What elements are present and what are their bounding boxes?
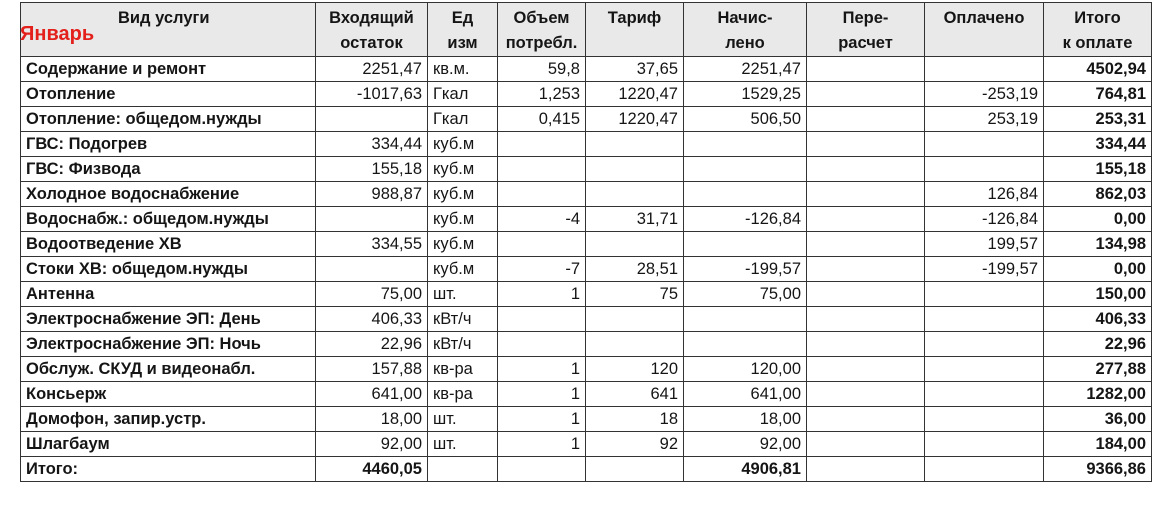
paid-cell	[925, 382, 1044, 407]
tariff-cell	[586, 157, 684, 182]
total-cell: 184,00	[1044, 432, 1152, 457]
table-row	[21, 332, 1152, 357]
unit-cell: кВт/ч	[428, 307, 498, 332]
incoming-cell: -1017,63	[316, 82, 428, 107]
service-cell: Отопление: общедом.нужды	[21, 107, 316, 132]
paid-cell	[925, 407, 1044, 432]
paid-cell	[925, 57, 1044, 82]
unit-cell: кВт/ч	[428, 332, 498, 357]
paid-cell	[925, 132, 1044, 157]
header-tariff-label: Тариф	[607, 9, 662, 27]
volume-cell: 1	[498, 382, 586, 407]
table-row	[21, 232, 1152, 257]
volume-cell: 1	[498, 282, 586, 307]
accrued-cell	[684, 182, 807, 207]
table-row	[21, 107, 1152, 132]
service-cell: Антенна	[21, 282, 316, 307]
accrued-cell	[684, 332, 807, 357]
recalc-cell	[807, 382, 925, 407]
table-body	[21, 57, 1152, 482]
month-label: Январь	[20, 23, 95, 45]
header-volume-line2: потребл.	[505, 34, 578, 52]
recalc-cell	[807, 182, 925, 207]
accrued-cell: 18,00	[684, 407, 807, 432]
recalc-cell	[807, 307, 925, 332]
accrued-cell	[684, 157, 807, 182]
col-header-accrued	[684, 3, 807, 57]
header-total-line1: Итого	[1074, 9, 1121, 27]
total-cell: 862,03	[1044, 182, 1152, 207]
unit-cell: шт.	[428, 407, 498, 432]
total-cell: 764,81	[1044, 82, 1152, 107]
service-cell: ГВС: Подогрев	[21, 132, 316, 157]
recalc-cell	[807, 82, 925, 107]
volume-cell	[498, 332, 586, 357]
recalc-cell	[807, 57, 925, 82]
accrued-cell: -126,84	[684, 207, 807, 232]
paid-cell	[925, 357, 1044, 382]
unit-cell: куб.м	[428, 182, 498, 207]
incoming-cell: 406,33	[316, 307, 428, 332]
service-cell: Шлагбаум	[21, 432, 316, 457]
summary-label: Итого:	[21, 457, 316, 482]
summary-incoming: 4460,05	[316, 457, 428, 482]
accrued-cell: 2251,47	[684, 57, 807, 82]
incoming-cell: 92,00	[316, 432, 428, 457]
service-cell: Электроснабжение ЭП: Ночь	[21, 332, 316, 357]
incoming-cell: 155,18	[316, 157, 428, 182]
service-cell: Электроснабжение ЭП: День	[21, 307, 316, 332]
accrued-cell	[684, 232, 807, 257]
col-header-tariff	[586, 3, 684, 57]
total-cell: 253,31	[1044, 107, 1152, 132]
recalc-cell	[807, 357, 925, 382]
col-header-total	[1044, 3, 1152, 57]
summary-tariff	[586, 457, 684, 482]
tariff-cell: 28,51	[586, 257, 684, 282]
incoming-cell: 334,44	[316, 132, 428, 157]
accrued-cell: 75,00	[684, 282, 807, 307]
summary-recalc	[807, 457, 925, 482]
recalc-cell	[807, 332, 925, 357]
unit-cell: куб.м	[428, 207, 498, 232]
total-cell: 150,00	[1044, 282, 1152, 307]
volume-cell: -7	[498, 257, 586, 282]
paid-cell: -126,84	[925, 207, 1044, 232]
service-cell: Консьерж	[21, 382, 316, 407]
header-total-line2: к оплате	[1062, 34, 1133, 52]
total-cell: 22,96	[1044, 332, 1152, 357]
table-row	[21, 282, 1152, 307]
unit-cell: кв-ра	[428, 357, 498, 382]
accrued-cell: 92,00	[684, 432, 807, 457]
volume-cell: 0,415	[498, 107, 586, 132]
paid-cell	[925, 282, 1044, 307]
accrued-cell: -199,57	[684, 257, 807, 282]
service-cell: Водоснабж.: общедом.нужды	[21, 207, 316, 232]
unit-cell: Гкал	[428, 82, 498, 107]
unit-cell: куб.м	[428, 232, 498, 257]
paid-cell: 126,84	[925, 182, 1044, 207]
header-incoming-line2: остаток	[340, 34, 403, 52]
accrued-cell	[684, 132, 807, 157]
paid-cell	[925, 157, 1044, 182]
unit-cell: шт.	[428, 282, 498, 307]
accrued-cell: 641,00	[684, 382, 807, 407]
service-cell: Домофон, запир.устр.	[21, 407, 316, 432]
service-cell: Отопление	[21, 82, 316, 107]
recalc-cell	[807, 257, 925, 282]
incoming-cell: 157,88	[316, 357, 428, 382]
header-unit-line2: изм	[447, 34, 478, 52]
header-accrued-line1: Начис-	[717, 9, 773, 27]
tariff-cell: 31,71	[586, 207, 684, 232]
volume-cell	[498, 132, 586, 157]
accrued-cell: 506,50	[684, 107, 807, 132]
incoming-cell	[316, 257, 428, 282]
header-recalc-line1: Пере-	[842, 9, 889, 27]
unit-cell: кв.м.	[428, 57, 498, 82]
paid-cell: -253,19	[925, 82, 1044, 107]
accrued-cell: 120,00	[684, 357, 807, 382]
table-row	[21, 82, 1152, 107]
table-row	[21, 182, 1152, 207]
recalc-cell	[807, 132, 925, 157]
volume-cell	[498, 182, 586, 207]
recalc-cell	[807, 157, 925, 182]
incoming-cell: 18,00	[316, 407, 428, 432]
summary-accrued: 4906,81	[684, 457, 807, 482]
table-row	[21, 432, 1152, 457]
recalc-cell	[807, 432, 925, 457]
summary-total: 9366,86	[1044, 457, 1152, 482]
tariff-cell	[586, 232, 684, 257]
header-recalc-line2: расчет	[838, 34, 893, 52]
header-volume-line1: Объем	[513, 9, 570, 27]
incoming-cell: 2251,47	[316, 57, 428, 82]
col-header-paid	[925, 3, 1044, 57]
tariff-cell: 18	[586, 407, 684, 432]
col-header-recalc	[807, 3, 925, 57]
tariff-cell: 120	[586, 357, 684, 382]
tariff-cell: 641	[586, 382, 684, 407]
table-row	[21, 132, 1152, 157]
incoming-cell: 22,96	[316, 332, 428, 357]
service-cell: Водоотведение ХВ	[21, 232, 316, 257]
total-cell: 0,00	[1044, 257, 1152, 282]
volume-cell	[498, 307, 586, 332]
total-cell: 334,44	[1044, 132, 1152, 157]
volume-cell: -4	[498, 207, 586, 232]
paid-cell	[925, 332, 1044, 357]
table-row	[21, 307, 1152, 332]
volume-cell: 1	[498, 432, 586, 457]
col-header-incoming	[316, 3, 428, 57]
service-cell: ГВС: Физвода	[21, 157, 316, 182]
volume-cell	[498, 232, 586, 257]
volume-cell: 59,8	[498, 57, 586, 82]
total-cell: 277,88	[1044, 357, 1152, 382]
total-cell: 0,00	[1044, 207, 1152, 232]
paid-cell: 253,19	[925, 107, 1044, 132]
total-cell: 1282,00	[1044, 382, 1152, 407]
header-service-label: Вид услуги	[118, 9, 210, 27]
table-row	[21, 357, 1152, 382]
volume-cell: 1	[498, 357, 586, 382]
accrued-cell: 1529,25	[684, 82, 807, 107]
recalc-cell	[807, 232, 925, 257]
header-incoming-line1: Входящий	[329, 9, 414, 27]
header-unit-line1: Ед	[451, 9, 474, 27]
tariff-cell: 92	[586, 432, 684, 457]
table-row	[21, 207, 1152, 232]
col-header-unit	[428, 3, 498, 57]
tariff-cell: 1220,47	[586, 82, 684, 107]
incoming-cell	[316, 107, 428, 132]
unit-cell: кв-ра	[428, 382, 498, 407]
table-row	[21, 382, 1152, 407]
tariff-cell	[586, 132, 684, 157]
total-cell: 4502,94	[1044, 57, 1152, 82]
accrued-cell	[684, 307, 807, 332]
volume-cell	[498, 157, 586, 182]
table-row	[21, 157, 1152, 182]
incoming-cell: 988,87	[316, 182, 428, 207]
paid-cell	[925, 307, 1044, 332]
unit-cell: куб.м	[428, 132, 498, 157]
incoming-cell: 641,00	[316, 382, 428, 407]
table-row	[21, 257, 1152, 282]
paid-cell: 199,57	[925, 232, 1044, 257]
tariff-cell: 37,65	[586, 57, 684, 82]
incoming-cell: 334,55	[316, 232, 428, 257]
summary-paid	[925, 457, 1044, 482]
tariff-cell	[586, 307, 684, 332]
col-header-volume	[498, 3, 586, 57]
service-cell: Стоки ХВ: общедом.нужды	[21, 257, 316, 282]
service-cell: Обслуж. СКУД и видеонабл.	[21, 357, 316, 382]
unit-cell: Гкал	[428, 107, 498, 132]
unit-cell: куб.м	[428, 157, 498, 182]
incoming-cell	[316, 207, 428, 232]
recalc-cell	[807, 407, 925, 432]
total-cell: 155,18	[1044, 157, 1152, 182]
tariff-cell: 75	[586, 282, 684, 307]
unit-cell: шт.	[428, 432, 498, 457]
total-cell: 134,98	[1044, 232, 1152, 257]
recalc-cell	[807, 207, 925, 232]
recalc-cell	[807, 107, 925, 132]
billing-table	[20, 2, 1152, 482]
tariff-cell	[586, 182, 684, 207]
summary-row	[21, 457, 1152, 482]
recalc-cell	[807, 282, 925, 307]
header-paid-label: Оплачено	[943, 9, 1025, 27]
paid-cell: -199,57	[925, 257, 1044, 282]
volume-cell: 1	[498, 407, 586, 432]
unit-cell: куб.м	[428, 257, 498, 282]
volume-cell: 1,253	[498, 82, 586, 107]
tariff-cell: 1220,47	[586, 107, 684, 132]
paid-cell	[925, 432, 1044, 457]
summary-unit	[428, 457, 498, 482]
table-header	[21, 3, 1152, 57]
total-cell: 406,33	[1044, 307, 1152, 332]
table-row	[21, 57, 1152, 82]
tariff-cell	[586, 332, 684, 357]
total-cell: 36,00	[1044, 407, 1152, 432]
incoming-cell: 75,00	[316, 282, 428, 307]
summary-volume	[498, 457, 586, 482]
header-accrued-line2: лено	[725, 34, 765, 52]
service-cell: Холодное водоснабжение	[21, 182, 316, 207]
service-cell: Содержание и ремонт	[21, 57, 316, 82]
table-row	[21, 407, 1152, 432]
